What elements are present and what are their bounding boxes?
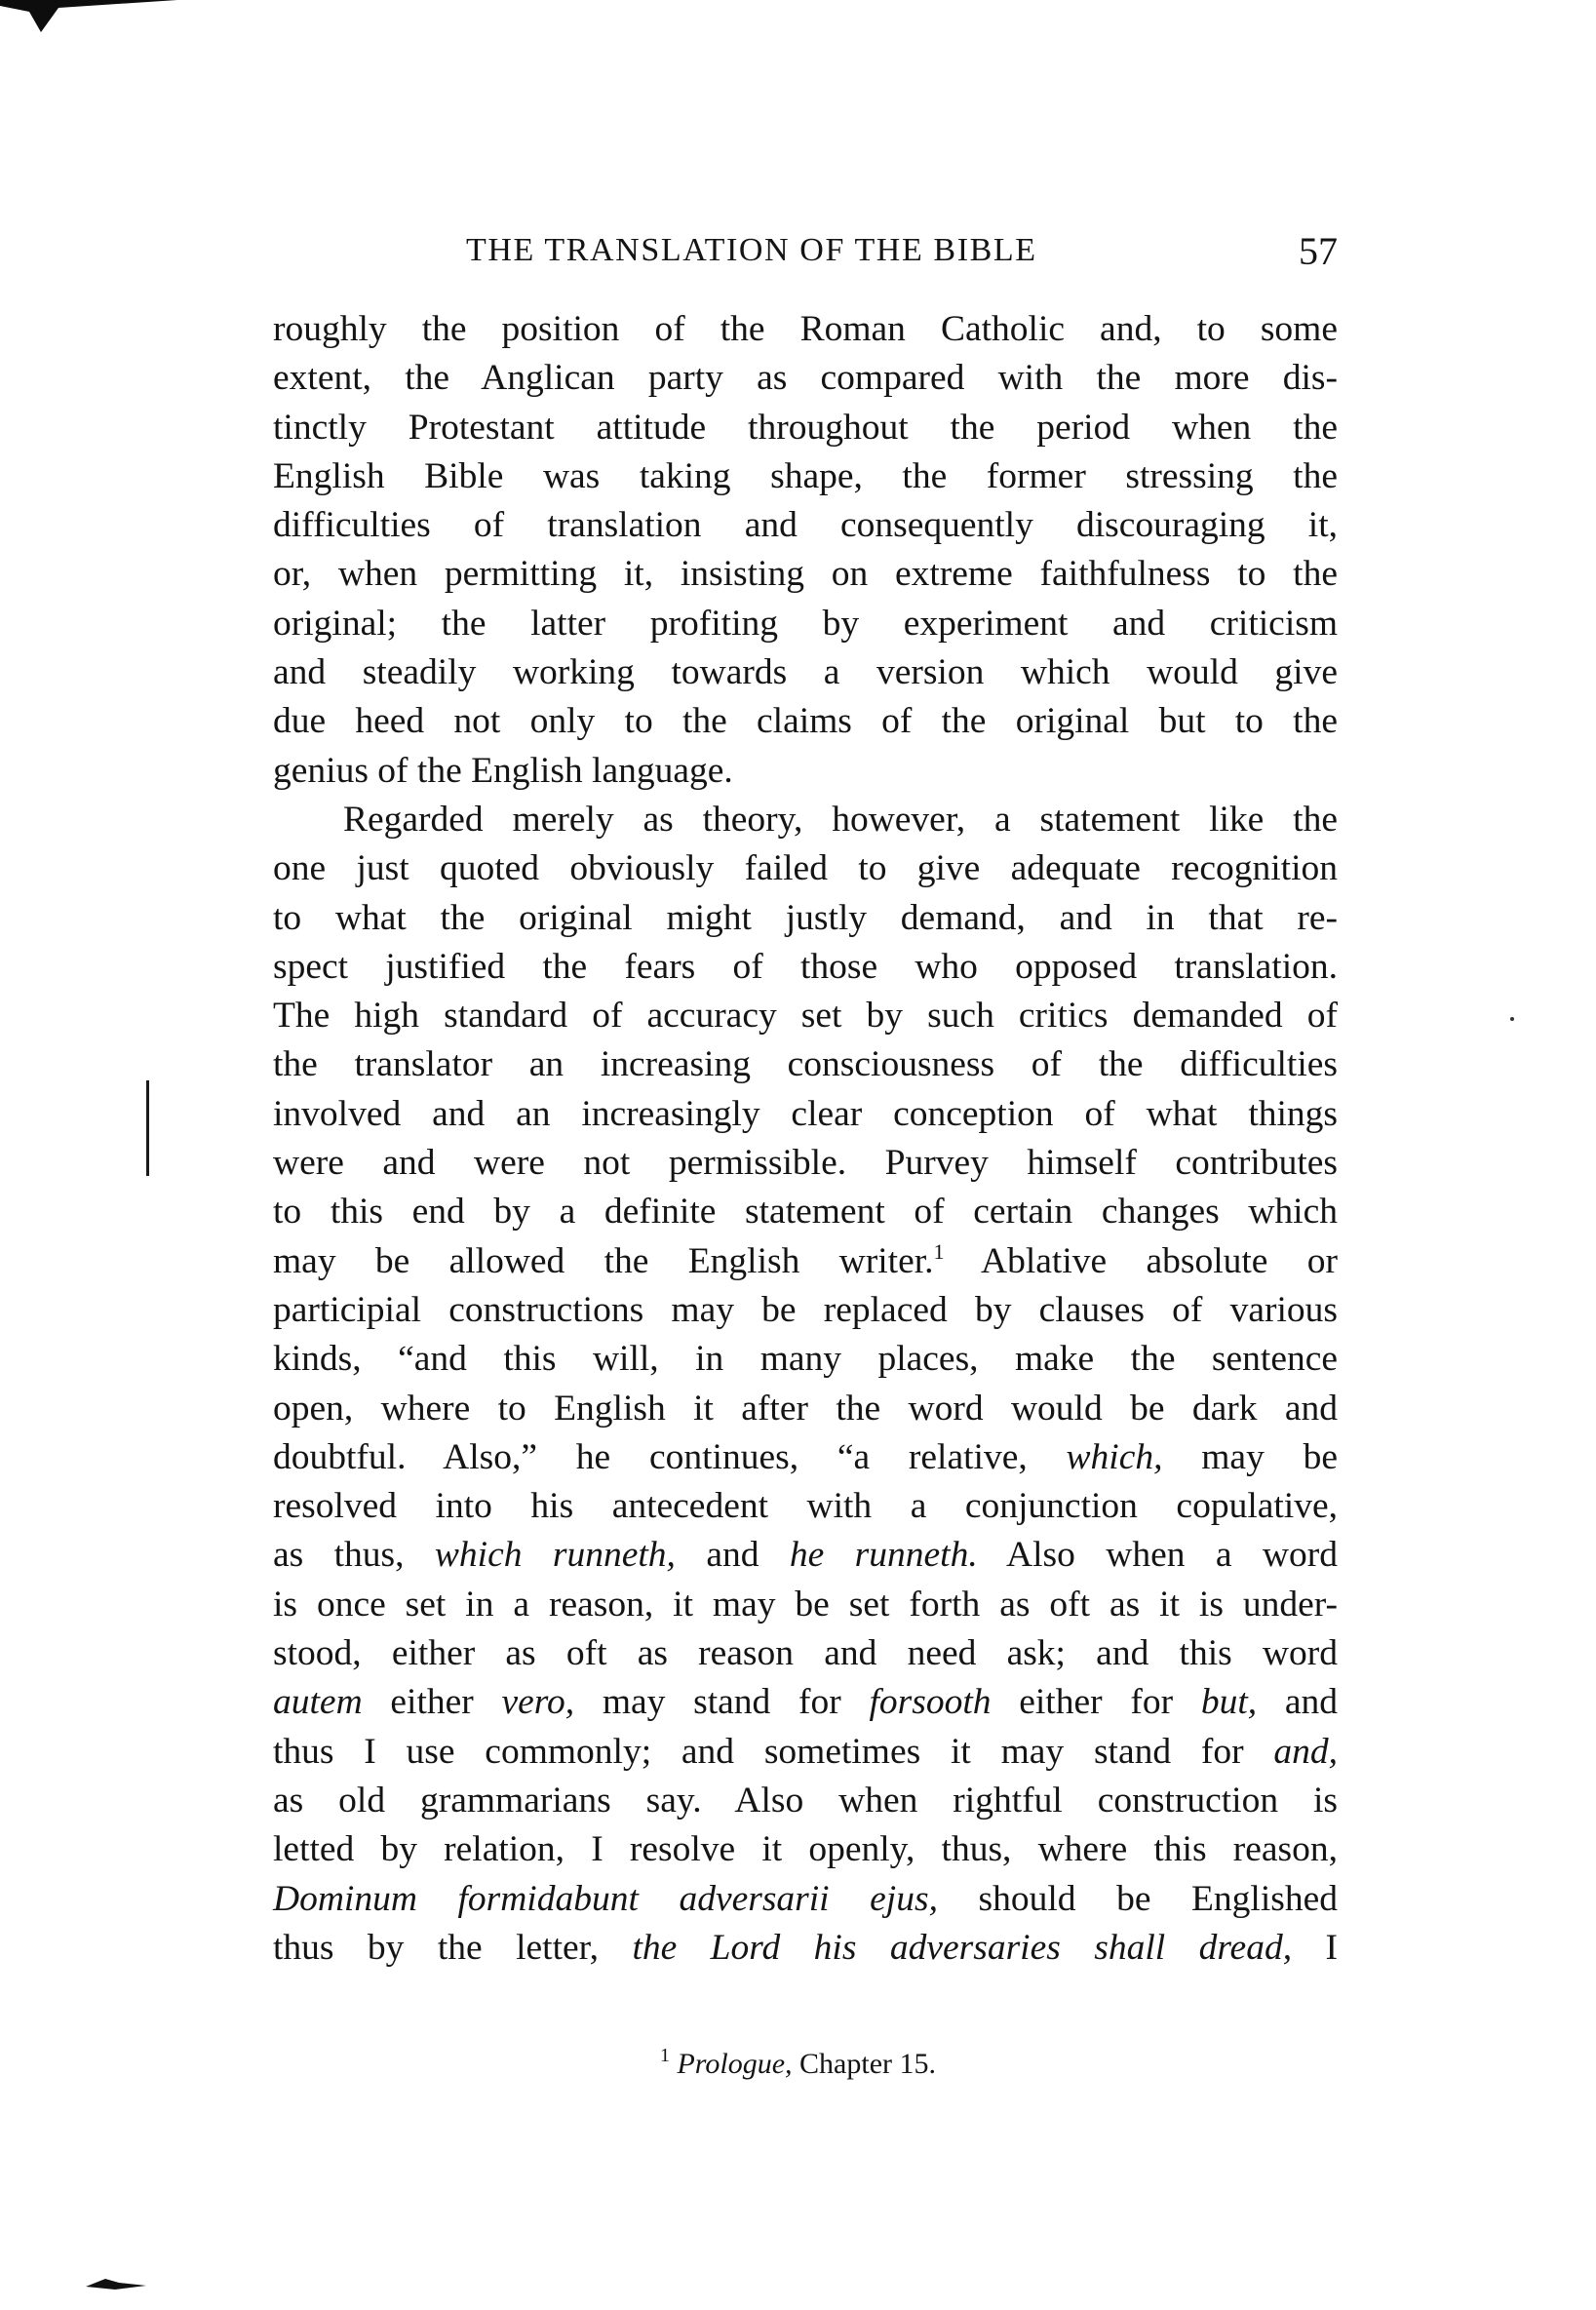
text-line: Regarded merely as theory, however, a statement like the	[343, 799, 1338, 840]
text-line: open, where to English it after the word would be dark and	[273, 1388, 1338, 1429]
text-line: were and were not permissible. Purvey himself contributes	[273, 1143, 1338, 1184]
running-title: THE TRANSLATION OF THE BIBLE	[466, 232, 1037, 268]
footnote-marker: 1	[659, 2045, 670, 2066]
text-line: as old grammarians say. Also when rightful construction is	[273, 1780, 1338, 1821]
scan-arrow-mark-bottom	[86, 2277, 146, 2290]
text-line: stood, either as oft as reason and need ask; and this word	[273, 1633, 1338, 1674]
text-line: letted by relation, I resolve it openly, thus, where this reason,	[273, 1829, 1338, 1870]
text-line: extent, the Anglican party as compared with the more dis-	[273, 358, 1338, 399]
text-line: is once set in a reason, it may be set forth as oft as it is under-	[273, 1584, 1338, 1625]
text-line: involved and an increasingly clear conception of what things	[273, 1093, 1338, 1134]
margin-line-mark	[146, 1080, 149, 1176]
running-header	[273, 229, 1338, 281]
text-line: The high standard of accuracy set by such critics demanded of	[273, 996, 1338, 1037]
text-line: due heed not only to the claims of the original but to the	[273, 701, 1338, 742]
text-line: participial constructions may be replaced by clauses of various	[273, 1289, 1338, 1330]
text-line: one just quoted obviously failed to give adequate recognition	[273, 848, 1338, 889]
text-line: roughly the position of the Roman Catholic and, to some	[273, 309, 1338, 349]
text-line: thus by the letter, the Lord his adversaries shall dread, I	[273, 1927, 1338, 1968]
text-line: English Bible was taking shape, the former stressing the	[273, 455, 1338, 496]
text-line: or, when permitting it, insisting on extreme faithfulness to the	[273, 554, 1338, 595]
text-line: and steadily working towards a version which would give	[273, 652, 1338, 693]
text-line: genius of the English language.	[273, 750, 733, 791]
scan-speck	[1510, 1017, 1514, 1021]
text-line: doubtful. Also,” he continues, “a relative, which, may be	[273, 1436, 1338, 1477]
text-line: Dominum formidabunt adversarii ejus, should be Englished	[273, 1878, 1338, 1919]
text-line: to this end by a definite statement of certain changes which	[273, 1192, 1338, 1233]
footnote-text: Chapter 15.	[792, 2048, 936, 2080]
footnote-reference: 1	[933, 1238, 945, 1264]
scan-arrow-mark-top	[0, 0, 177, 33]
text-line: to what the original might justly demand, and in that re-	[273, 897, 1338, 938]
text-line: original; the latter profiting by experiment and criticism	[273, 603, 1338, 644]
text-line: autem either vero, may stand for forsooth either for but, and	[273, 1682, 1338, 1723]
text-line: difficulties of translation and consequently discouraging it,	[273, 505, 1338, 546]
text-line: as thus, which runneth, and he runneth. Also when a word	[273, 1535, 1338, 1576]
text-line: thus I use commonly; and sometimes it may stand for and,	[273, 1731, 1338, 1772]
text-line: may be allowed the English writer.$^1$ Ablative absolute or	[273, 1238, 1338, 1281]
text-line: kinds, “and this will, in many places, make the sentence	[273, 1339, 1338, 1380]
page-number: 57	[1299, 229, 1338, 273]
text-line: tinctly Protestant attitude throughout the period when the	[273, 407, 1338, 448]
text-line: resolved into his antecedent with a conjunction copulative,	[273, 1486, 1338, 1527]
footnote-title: Prologue,	[677, 2048, 793, 2080]
text-line: the translator an increasing consciousness of the difficulties	[273, 1044, 1338, 1085]
text-line: spect justified the fears of those who opposed translation.	[273, 946, 1338, 987]
body-text	[273, 305, 1338, 1973]
footnote	[0, 2045, 1596, 2081]
